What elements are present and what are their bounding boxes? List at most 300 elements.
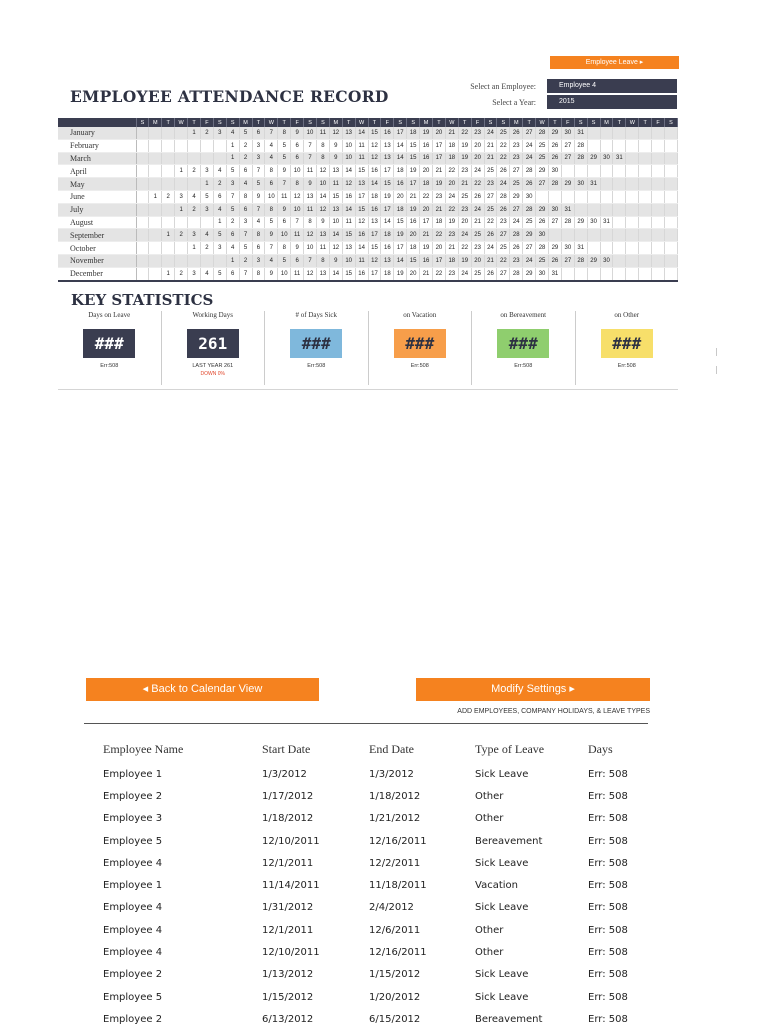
calendar-day-cell[interactable]: 30 [561,242,574,255]
calendar-day-cell[interactable]: 23 [471,242,484,255]
calendar-day-cell[interactable]: 19 [394,229,407,242]
calendar-day-cell[interactable]: 26 [497,165,510,178]
calendar-day-cell[interactable]: 14 [368,178,381,191]
calendar-day-cell[interactable]: 16 [394,178,407,191]
calendar-day-cell[interactable]: 4 [200,267,213,280]
calendar-day-cell[interactable]: 1 [162,229,175,242]
calendar-day-cell[interactable]: 15 [407,139,420,152]
calendar-day-cell[interactable]: 19 [407,203,420,216]
calendar-day-cell[interactable]: 23 [510,152,523,165]
calendar-day-cell[interactable]: 7 [304,152,317,165]
calendar-day-cell[interactable]: 4 [265,254,278,267]
calendar-day-cell[interactable]: 1 [226,254,239,267]
calendar-day-cell[interactable]: 3 [226,178,239,191]
calendar-day-cell[interactable]: 22 [471,178,484,191]
calendar-day-cell[interactable]: 2 [188,165,201,178]
calendar-day-cell[interactable]: 19 [445,216,458,229]
calendar-day-cell[interactable]: 22 [497,152,510,165]
calendar-day-cell[interactable]: 18 [445,139,458,152]
calendar-day-cell[interactable]: 15 [407,254,420,267]
calendar-day-cell[interactable]: 21 [445,127,458,139]
calendar-day-cell[interactable]: 24 [458,267,471,280]
calendar-day-cell[interactable]: 11 [304,203,317,216]
calendar-day-cell[interactable]: 16 [355,229,368,242]
calendar-day-cell[interactable]: 21 [432,165,445,178]
employee-select[interactable]: Employee 4 [547,79,677,93]
calendar-day-cell[interactable]: 15 [394,216,407,229]
calendar-day-cell[interactable]: 11 [291,267,304,280]
calendar-day-cell[interactable]: 27 [549,216,562,229]
calendar-day-cell[interactable]: 3 [200,203,213,216]
calendar-day-cell[interactable]: 25 [510,178,523,191]
calendar-day-cell[interactable]: 27 [497,267,510,280]
calendar-day-cell[interactable]: 14 [381,216,394,229]
calendar-day-cell[interactable]: 30 [549,165,562,178]
calendar-day-cell[interactable]: 19 [394,267,407,280]
calendar-day-cell[interactable]: 27 [497,229,510,242]
calendar-day-cell[interactable]: 12 [316,165,329,178]
calendar-day-cell[interactable]: 15 [355,203,368,216]
calendar-day-cell[interactable]: 23 [445,267,458,280]
calendar-day-cell[interactable]: 7 [265,127,278,139]
calendar-day-cell[interactable]: 10 [278,267,291,280]
calendar-day-cell[interactable]: 31 [574,127,587,139]
calendar-day-cell[interactable]: 12 [291,190,304,203]
calendar-day-cell[interactable]: 9 [291,242,304,255]
calendar-day-cell[interactable]: 3 [252,254,265,267]
calendar-day-cell[interactable]: 14 [355,127,368,139]
calendar-day-cell[interactable]: 24 [510,216,523,229]
calendar-day-cell[interactable]: 2 [188,203,201,216]
calendar-day-cell[interactable]: 8 [265,165,278,178]
calendar-day-cell[interactable]: 13 [316,229,329,242]
calendar-day-cell[interactable]: 23 [510,254,523,267]
calendar-day-cell[interactable]: 26 [536,216,549,229]
calendar-day-cell[interactable]: 3 [200,165,213,178]
calendar-day-cell[interactable]: 19 [458,139,471,152]
calendar-day-cell[interactable]: 5 [213,229,226,242]
calendar-day-cell[interactable]: 28 [523,165,536,178]
calendar-day-cell[interactable]: 23 [445,229,458,242]
calendar-day-cell[interactable]: 26 [549,152,562,165]
calendar-day-cell[interactable]: 1 [175,165,188,178]
calendar-day-cell[interactable]: 19 [458,254,471,267]
calendar-day-cell[interactable]: 8 [316,254,329,267]
calendar-day-cell[interactable]: 28 [497,190,510,203]
calendar-day-cell[interactable]: 13 [368,216,381,229]
calendar-day-cell[interactable]: 23 [510,139,523,152]
calendar-day-cell[interactable]: 4 [239,178,252,191]
calendar-day-cell[interactable]: 30 [523,190,536,203]
calendar-day-cell[interactable]: 6 [239,203,252,216]
calendar-day-cell[interactable]: 19 [420,242,433,255]
calendar-day-cell[interactable]: 6 [291,139,304,152]
calendar-day-cell[interactable]: 26 [510,242,523,255]
calendar-day-cell[interactable]: 9 [265,267,278,280]
calendar-day-cell[interactable]: 12 [368,139,381,152]
calendar-day-cell[interactable]: 2 [226,216,239,229]
calendar-day-cell[interactable]: 25 [484,165,497,178]
calendar-day-cell[interactable]: 11 [316,127,329,139]
calendar-day-cell[interactable]: 24 [471,203,484,216]
calendar-day-cell[interactable]: 30 [574,178,587,191]
calendar-day-cell[interactable]: 11 [278,190,291,203]
calendar-day-cell[interactable]: 25 [458,190,471,203]
calendar-day-cell[interactable]: 9 [316,216,329,229]
calendar-day-cell[interactable]: 18 [445,254,458,267]
calendar-day-cell[interactable]: 13 [381,139,394,152]
calendar-day-cell[interactable]: 19 [458,152,471,165]
calendar-day-cell[interactable]: 10 [329,216,342,229]
calendar-day-cell[interactable]: 30 [600,254,613,267]
calendar-day-cell[interactable]: 6 [278,216,291,229]
calendar-day-cell[interactable]: 4 [252,216,265,229]
calendar-day-cell[interactable]: 17 [432,254,445,267]
calendar-day-cell[interactable]: 6 [226,267,239,280]
calendar-day-cell[interactable]: 18 [407,242,420,255]
calendar-day-cell[interactable]: 16 [381,127,394,139]
calendar-day-cell[interactable]: 5 [265,216,278,229]
calendar-day-cell[interactable]: 18 [394,203,407,216]
calendar-day-cell[interactable]: 23 [471,127,484,139]
calendar-day-cell[interactable]: 7 [252,203,265,216]
calendar-day-cell[interactable]: 5 [252,178,265,191]
calendar-day-cell[interactable]: 12 [329,127,342,139]
calendar-day-cell[interactable]: 28 [510,267,523,280]
calendar-day-cell[interactable]: 24 [523,254,536,267]
calendar-day-cell[interactable]: 8 [291,178,304,191]
calendar-day-cell[interactable]: 1 [200,178,213,191]
calendar-day-cell[interactable]: 2 [239,152,252,165]
calendar-day-cell[interactable]: 27 [523,127,536,139]
calendar-day-cell[interactable]: 6 [226,229,239,242]
calendar-day-cell[interactable]: 25 [536,152,549,165]
calendar-day-cell[interactable]: 16 [381,242,394,255]
calendar-day-cell[interactable]: 25 [471,229,484,242]
calendar-day-cell[interactable]: 22 [432,267,445,280]
calendar-day-cell[interactable]: 14 [394,139,407,152]
calendar-day-cell[interactable]: 20 [407,267,420,280]
calendar-day-cell[interactable]: 10 [265,190,278,203]
calendar-day-cell[interactable]: 14 [316,190,329,203]
calendar-day-cell[interactable]: 19 [407,165,420,178]
calendar-day-cell[interactable]: 26 [484,229,497,242]
calendar-day-cell[interactable]: 18 [394,165,407,178]
calendar-day-cell[interactable]: 17 [420,216,433,229]
calendar-day-cell[interactable]: 3 [188,267,201,280]
calendar-day-cell[interactable]: 7 [291,216,304,229]
calendar-day-cell[interactable]: 29 [587,152,600,165]
calendar-day-cell[interactable]: 16 [407,216,420,229]
calendar-day-cell[interactable]: 7 [265,242,278,255]
calendar-day-cell[interactable]: 9 [252,190,265,203]
calendar-day-cell[interactable]: 24 [471,165,484,178]
calendar-day-cell[interactable]: 14 [394,152,407,165]
calendar-day-cell[interactable]: 21 [420,229,433,242]
calendar-day-cell[interactable]: 18 [381,267,394,280]
calendar-day-cell[interactable]: 21 [471,216,484,229]
calendar-day-cell[interactable]: 22 [497,254,510,267]
calendar-day-cell[interactable]: 8 [278,242,291,255]
calendar-day-cell[interactable]: 4 [213,203,226,216]
calendar-day-cell[interactable]: 11 [304,165,317,178]
calendar-day-cell[interactable]: 13 [381,254,394,267]
calendar-day-cell[interactable]: 10 [291,165,304,178]
calendar-day-cell[interactable]: 27 [510,203,523,216]
calendar-day-cell[interactable]: 25 [536,254,549,267]
calendar-day-cell[interactable]: 15 [368,242,381,255]
calendar-day-cell[interactable]: 1 [149,190,162,203]
calendar-day-cell[interactable]: 16 [368,165,381,178]
calendar-day-cell[interactable]: 29 [523,229,536,242]
calendar-day-cell[interactable]: 8 [265,203,278,216]
calendar-day-cell[interactable]: 13 [329,203,342,216]
calendar-day-cell[interactable]: 27 [561,139,574,152]
calendar-day-cell[interactable]: 24 [458,229,471,242]
calendar-day-cell[interactable]: 2 [213,178,226,191]
calendar-day-cell[interactable]: 7 [304,139,317,152]
calendar-day-cell[interactable]: 28 [536,242,549,255]
calendar-day-cell[interactable]: 23 [458,165,471,178]
calendar-day-cell[interactable]: 24 [445,190,458,203]
calendar-day-cell[interactable]: 14 [342,203,355,216]
calendar-day-cell[interactable]: 30 [549,203,562,216]
calendar-day-cell[interactable]: 20 [432,127,445,139]
calendar-day-cell[interactable]: 20 [420,165,433,178]
calendar-day-cell[interactable]: 10 [342,152,355,165]
calendar-day-cell[interactable]: 28 [574,152,587,165]
calendar-day-cell[interactable]: 29 [549,127,562,139]
calendar-day-cell[interactable]: 18 [368,190,381,203]
calendar-day-cell[interactable]: 3 [213,127,226,139]
calendar-day-cell[interactable]: 16 [420,139,433,152]
calendar-day-cell[interactable]: 7 [304,254,317,267]
calendar-day-cell[interactable]: 4 [265,139,278,152]
calendar-day-cell[interactable]: 6 [291,152,304,165]
calendar-day-cell[interactable]: 8 [316,152,329,165]
calendar-day-cell[interactable]: 9 [278,203,291,216]
calendar-day-cell[interactable]: 21 [484,139,497,152]
calendar-day-cell[interactable]: 24 [497,178,510,191]
calendar-day-cell[interactable]: 5 [226,165,239,178]
calendar-day-cell[interactable]: 31 [549,267,562,280]
calendar-day-cell[interactable]: 23 [497,216,510,229]
calendar-day-cell[interactable]: 17 [432,152,445,165]
calendar-day-cell[interactable]: 30 [536,229,549,242]
calendar-day-cell[interactable]: 24 [484,127,497,139]
calendar-day-cell[interactable]: 5 [278,152,291,165]
calendar-day-cell[interactable]: 11 [329,178,342,191]
calendar-day-cell[interactable]: 28 [523,203,536,216]
calendar-day-cell[interactable]: 12 [316,203,329,216]
calendar-day-cell[interactable]: 28 [510,229,523,242]
calendar-day-cell[interactable]: 28 [536,127,549,139]
calendar-day-cell[interactable]: 28 [574,139,587,152]
calendar-day-cell[interactable]: 27 [561,152,574,165]
calendar-day-cell[interactable]: 6 [265,178,278,191]
calendar-day-cell[interactable]: 23 [432,190,445,203]
calendar-day-cell[interactable]: 13 [304,190,317,203]
back-to-calendar-button[interactable]: ◂ Back to Calendar View [86,678,319,701]
calendar-day-cell[interactable]: 28 [549,178,562,191]
calendar-day-cell[interactable]: 27 [484,190,497,203]
calendar-day-cell[interactable]: 13 [329,165,342,178]
calendar-day-cell[interactable]: 2 [200,127,213,139]
calendar-day-cell[interactable]: 26 [484,267,497,280]
calendar-day-cell[interactable]: 15 [342,229,355,242]
calendar-day-cell[interactable]: 31 [600,216,613,229]
calendar-day-cell[interactable]: 10 [278,229,291,242]
calendar-day-cell[interactable]: 6 [213,190,226,203]
calendar-day-cell[interactable]: 24 [484,242,497,255]
calendar-day-cell[interactable]: 18 [420,178,433,191]
calendar-day-cell[interactable]: 1 [188,127,201,139]
calendar-day-cell[interactable]: 17 [381,165,394,178]
calendar-day-cell[interactable]: 20 [445,178,458,191]
employee-leave-button[interactable]: Employee Leave ▸ [550,56,679,69]
calendar-day-cell[interactable]: 23 [458,203,471,216]
calendar-day-cell[interactable]: 20 [394,190,407,203]
calendar-day-cell[interactable]: 12 [368,254,381,267]
calendar-day-cell[interactable]: 12 [329,242,342,255]
calendar-day-cell[interactable]: 8 [252,267,265,280]
calendar-day-cell[interactable]: 30 [536,267,549,280]
calendar-day-cell[interactable]: 9 [329,139,342,152]
calendar-day-cell[interactable]: 13 [381,152,394,165]
calendar-day-cell[interactable]: 10 [304,127,317,139]
calendar-day-cell[interactable]: 25 [471,267,484,280]
calendar-day-cell[interactable]: 31 [613,152,626,165]
calendar-day-cell[interactable]: 29 [549,242,562,255]
calendar-day-cell[interactable]: 5 [226,203,239,216]
calendar-day-cell[interactable]: 19 [420,127,433,139]
calendar-day-cell[interactable]: 23 [484,178,497,191]
calendar-day-cell[interactable]: 20 [471,139,484,152]
calendar-day-cell[interactable]: 21 [458,178,471,191]
calendar-day-cell[interactable]: 6 [291,254,304,267]
calendar-day-cell[interactable]: 3 [175,190,188,203]
calendar-day-cell[interactable]: 12 [304,229,317,242]
calendar-day-cell[interactable]: 31 [587,178,600,191]
calendar-day-cell[interactable]: 14 [355,242,368,255]
calendar-day-cell[interactable]: 7 [278,178,291,191]
calendar-day-cell[interactable]: 21 [484,254,497,267]
calendar-day-cell[interactable]: 20 [458,216,471,229]
calendar-day-cell[interactable]: 17 [368,267,381,280]
calendar-day-cell[interactable]: 15 [329,190,342,203]
calendar-day-cell[interactable]: 22 [497,139,510,152]
calendar-day-cell[interactable]: 14 [394,254,407,267]
calendar-day-cell[interactable]: 26 [510,127,523,139]
calendar-day-cell[interactable]: 20 [407,229,420,242]
calendar-day-cell[interactable]: 29 [536,203,549,216]
calendar-day-cell[interactable]: 5 [278,139,291,152]
calendar-day-cell[interactable]: 27 [561,254,574,267]
calendar-day-cell[interactable]: 17 [381,203,394,216]
calendar-day-cell[interactable]: 17 [355,190,368,203]
calendar-day-cell[interactable]: 17 [407,178,420,191]
calendar-day-cell[interactable]: 3 [252,152,265,165]
calendar-day-cell[interactable]: 1 [213,216,226,229]
calendar-day-cell[interactable]: 16 [368,203,381,216]
calendar-day-cell[interactable]: 14 [329,267,342,280]
calendar-day-cell[interactable]: 26 [497,203,510,216]
calendar-day-cell[interactable]: 13 [342,242,355,255]
calendar-day-cell[interactable]: 20 [420,203,433,216]
calendar-day-cell[interactable]: 21 [432,203,445,216]
calendar-day-cell[interactable]: 15 [407,152,420,165]
calendar-day-cell[interactable]: 5 [200,190,213,203]
calendar-day-cell[interactable]: 11 [355,254,368,267]
calendar-day-cell[interactable]: 29 [536,165,549,178]
calendar-day-cell[interactable]: 2 [239,254,252,267]
calendar-day-cell[interactable]: 16 [355,267,368,280]
calendar-day-cell[interactable]: 11 [355,139,368,152]
calendar-day-cell[interactable]: 2 [175,267,188,280]
calendar-day-cell[interactable]: 4 [226,127,239,139]
modify-settings-button[interactable]: Modify Settings ▸ [416,678,650,701]
calendar-day-cell[interactable]: 3 [213,242,226,255]
calendar-day-cell[interactable]: 8 [239,190,252,203]
calendar-day-cell[interactable]: 2 [162,190,175,203]
year-select[interactable]: 2015 [547,95,677,109]
calendar-day-cell[interactable]: 7 [239,267,252,280]
calendar-day-cell[interactable]: 1 [226,139,239,152]
calendar-day-cell[interactable]: 25 [497,127,510,139]
calendar-day-cell[interactable]: 10 [316,178,329,191]
calendar-day-cell[interactable]: 15 [355,165,368,178]
calendar-day-cell[interactable]: 4 [200,229,213,242]
calendar-day-cell[interactable]: 29 [561,178,574,191]
calendar-day-cell[interactable]: 22 [445,165,458,178]
calendar-day-cell[interactable]: 15 [381,178,394,191]
calendar-day-cell[interactable]: 31 [561,203,574,216]
calendar-day-cell[interactable]: 1 [175,203,188,216]
calendar-day-cell[interactable]: 13 [316,267,329,280]
calendar-day-cell[interactable]: 3 [239,216,252,229]
calendar-day-cell[interactable]: 22 [420,190,433,203]
calendar-day-cell[interactable]: 25 [497,242,510,255]
calendar-day-cell[interactable]: 27 [510,165,523,178]
calendar-day-cell[interactable]: 21 [445,242,458,255]
calendar-day-cell[interactable]: 22 [458,127,471,139]
calendar-day-cell[interactable]: 18 [381,229,394,242]
calendar-day-cell[interactable]: 7 [226,190,239,203]
calendar-day-cell[interactable]: 3 [188,229,201,242]
calendar-day-cell[interactable]: 26 [549,139,562,152]
calendar-day-cell[interactable]: 8 [304,216,317,229]
calendar-day-cell[interactable]: 26 [471,190,484,203]
calendar-day-cell[interactable]: 12 [304,267,317,280]
calendar-day-cell[interactable]: 15 [368,127,381,139]
calendar-day-cell[interactable]: 13 [355,178,368,191]
calendar-day-cell[interactable]: 2 [239,139,252,152]
calendar-day-cell[interactable]: 22 [432,229,445,242]
calendar-day-cell[interactable]: 5 [213,267,226,280]
calendar-day-cell[interactable]: 11 [355,152,368,165]
calendar-day-cell[interactable]: 6 [252,242,265,255]
calendar-day-cell[interactable]: 20 [432,242,445,255]
calendar-day-cell[interactable]: 5 [278,254,291,267]
calendar-day-cell[interactable]: 10 [342,254,355,267]
calendar-day-cell[interactable]: 21 [407,190,420,203]
calendar-day-cell[interactable]: 16 [420,254,433,267]
calendar-day-cell[interactable]: 17 [394,242,407,255]
calendar-day-cell[interactable]: 10 [342,139,355,152]
calendar-day-cell[interactable]: 22 [484,216,497,229]
calendar-day-cell[interactable]: 25 [484,203,497,216]
calendar-day-cell[interactable]: 22 [445,203,458,216]
